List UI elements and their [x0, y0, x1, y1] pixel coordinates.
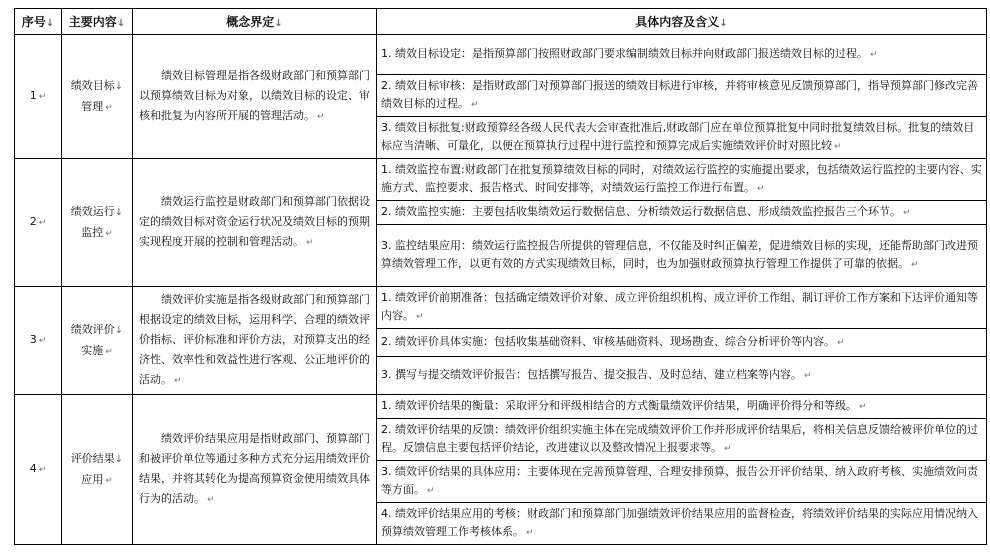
table-row — [15, 35, 987, 75]
row-main-content: 评价结果↓ 应用 ↵ — [62, 395, 133, 545]
detail-item: 1. 绩效监控布置:财政部门在批复预算绩效目标的同时，对绩效运行监控的实施提出要求，包括绩效运行监控的主要内容、实施方式、监控要求、报告格式、时间安排等，对绩效运行监控工作进行布置。 ↵ — [377, 159, 987, 201]
row-concept: 绩效评价实施是指各级财政部门和预算部门根据设定的绩效目标，运用科学、合理的绩效评价指标、评价标准和评价方法，对预算支出的经济性、效率性和效益性进行客观、公正地评价的活动。 ↵ — [133, 287, 377, 395]
detail-item: 3. 绩效目标批复:财政预算经各级人民代表大会审查批准后,财政部门应在单位预算批复中同时批复绩效目标。批复的绩效目标应当清晰、可量化，以便在预算执行过程中进行监控和预算完成后实施绩效评价时对照比较 ↵ — [377, 117, 987, 159]
row-main-content: 绩效目标↓ 管理 ↵ — [62, 35, 133, 159]
detail-item: 3. 撰写与提交绩效评价报告：包括撰写报告、提交报告、及时总结、建立档案等内容。 ↵ — [377, 357, 987, 395]
table-row — [15, 395, 987, 419]
table-row — [15, 287, 987, 329]
header-row — [15, 9, 987, 35]
row-main-content: 绩效运行↓ 监控 ↵ — [62, 159, 133, 287]
detail-item: 1. 绩效评价结果的衡量：采取评分和评级相结合的方式衡量绩效评价结果，明确评价得分和等级。 ↵ — [377, 395, 987, 419]
row-main-content: 绩效评价↓ 实施 ↵ — [62, 287, 133, 395]
header-number: 序号↓ — [15, 9, 62, 35]
detail-item: 2. 绩效评价具体实施：包括收集基础资料、审核基础资料、现场勘查、综合分析评价等内容。 ↵ — [377, 329, 987, 357]
detail-item: 2. 绩效监控实施：主要包括收集绩效运行数据信息、分析绩效运行数据信息、形成绩效监控报告三个环节。 ↵ — [377, 201, 987, 225]
row-number: 2 ↵ — [15, 159, 62, 287]
detail-item: 1. 绩效目标设定：是指预算部门按照财政部门要求编制绩效目标并向财政部门报送绩效目标的过程。 ↵ — [377, 35, 987, 75]
row-concept: 绩效评价结果应用是指财政部门、预算部门和被评价单位等通过多种方式充分运用绩效评价结果，并将其转化为提高预算资金使用绩效具体行为的活动。 ↵ — [133, 395, 377, 545]
row-number: 3 ↵ — [15, 287, 62, 395]
detail-item: 2. 绩效评价结果的反馈：绩效评价组织实施主体在完成绩效评价工作并形成评价结果后，将相关信息反馈给被评价单位的过程。反馈信息主要包括评价结论，改进建议以及整改情况上报要求等。 ↵ — [377, 419, 987, 461]
detail-item: 4. 绩效评价结果应用的考核：财政部门和预算部门加强绩效评价结果应用的监督检查，将绩效评价结果的实际应用情况纳入预算绩效管理工作考核体系。 ↵ — [377, 503, 987, 545]
detail-item: 3. 绩效评价结果的具体应用：主要体现在完善预算管理、合理安排预算、报告公开评价结果、纳入政府考核、实施绩效问责等方面。 ↵ — [377, 461, 987, 503]
table-row — [15, 159, 987, 201]
row-concept: 绩效目标管理是指各级财政部门和预算部门以预算绩效目标为对象，以绩效目标的设定、审核和批复为内容所开展的管理活动。 ↵ — [133, 35, 377, 159]
row-concept: 绩效运行监控是财政部门和预算部门依据设定的绩效目标对资金运行状况及绩效目标的预期实现程度开展的控制和管理活动。 ↵ — [133, 159, 377, 287]
detail-item: 2. 绩效目标审核：是指财政部门对预算部门报送的绩效目标进行审核，并将审核意见反馈预算部门，指导预算部门修改完善绩效目标的过程。 ↵ — [377, 75, 987, 117]
header-concept: 概念界定↓ — [133, 9, 377, 35]
detail-item: 3. 监控结果应用：绩效运行监控报告所提供的管理信息，不仅能及时纠正偏差，促进绩效目标的实现，还能帮助部门改进预算绩效管理工作，以更有效的方式实现绩效目标，同时，也为加强财政预算执行管理工作提供了可靠的依据。 ↵ — [377, 225, 987, 287]
detail-item: 1. 绩效评价前期准备：包括确定绩效评价对象、成立评价组织机构、成立评价工作组、制订评价工作方案和下达评价通知等内容。 ↵ — [377, 287, 987, 329]
header-main-content: 主要内容↓ — [62, 9, 133, 35]
row-number: 1 ↵ — [15, 35, 62, 159]
row-number: 4 ↵ — [15, 395, 62, 545]
performance-management-table — [14, 8, 987, 545]
document-page — [14, 8, 987, 545]
header-detail: 具体内容及含义↓ — [377, 9, 987, 35]
